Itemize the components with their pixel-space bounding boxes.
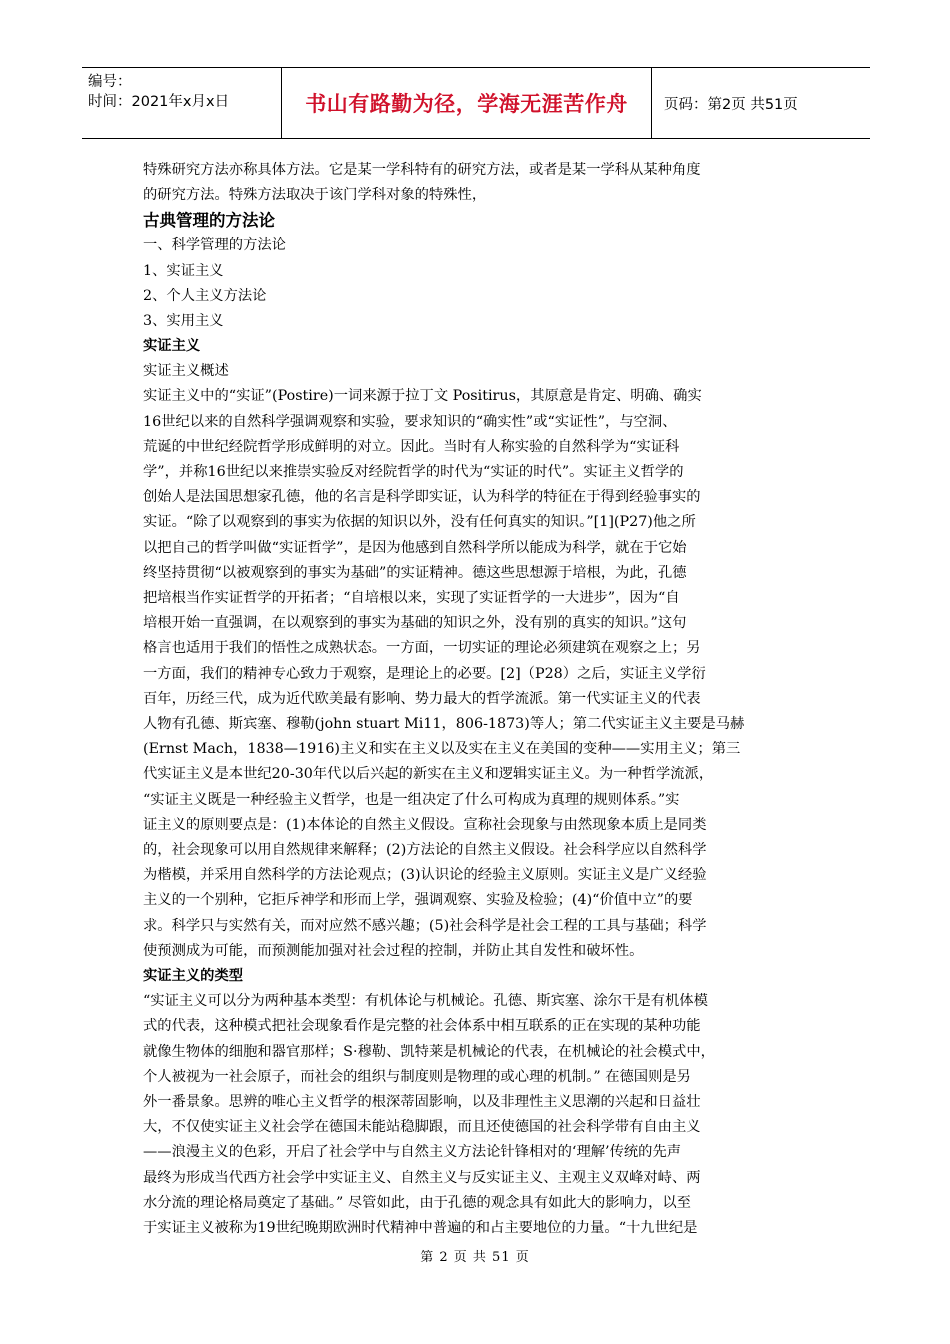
outline-item: 3、实用主义	[143, 313, 224, 330]
overview-line: 人物有孔德、斯宾塞、穆勒(john stuart Mi11，806-1873)等人；第二代实证主义主要是马赫	[143, 716, 745, 733]
overview-line: 终坚持贯彻“以被观察到的事实为基础”的实证精神。德这些思想源于培根，为此，孔德	[143, 564, 687, 581]
page-header	[82, 67, 870, 139]
outline-list	[143, 233, 811, 334]
overview-line: 代实证主义是本世纪20-30年代以后兴起的新实在主义和逻辑实证主义。为一种哲学流派，	[143, 766, 714, 783]
outline-item: 2、个人主义方法论	[143, 287, 267, 304]
document-number-label: 编号：	[88, 74, 132, 90]
types-line: 式的代表，这种模式把社会现象看作是完整的社会体系中相互联系的正在实现的某种功能	[143, 1018, 701, 1035]
types-paragraph	[143, 989, 811, 1241]
overview-line: 的，社会现象可以用自然规律来解释；(2)方法论的自然主义假设。社会科学应以自然科学	[143, 842, 707, 859]
overview-line: 为楷模，并采用自然科学的方法论观点；(3)认识论的经验主义原则。实证主义是广义经验	[143, 867, 707, 884]
section-heading-positivism: 实证主义	[143, 338, 201, 355]
overview-line: 使预测成为可能，而预测能加强对社会过程的控制，并防止其自发性和破坏性。	[143, 942, 644, 959]
types-line: 最终为形成当代西方社会学中实证主义、自然主义与反实证主义、主观主义双峰对峙、两	[143, 1169, 701, 1186]
intro-line: 特殊研究方法亦称具体方法。它是某一学科特有的研究方法，或者是某一学科从某种角度	[143, 162, 701, 178]
section-heading-classical-management: 古典管理的方法论	[143, 211, 275, 231]
outline-item: 一、科学管理的方法论	[143, 237, 286, 254]
overview-line: 把培根当作实证哲学的开拓者；“自培根以来，实现了实证哲学的一大进步”，因为“自	[143, 590, 680, 607]
overview-line: 培根开始一直强调，在以观察到的事实为基础的知识之外，没有别的真实的知识。”这句	[143, 615, 687, 632]
types-line: 就像生物体的细胞和器官那样；S·穆勒、凯特莱是机械论的代表，在机械论的社会模式中，	[143, 1043, 715, 1060]
types-line: 个人被视为一社会原子，而社会的组织与制度则是物理的或心理的机制。” 在德国则是另	[143, 1068, 691, 1085]
section-heading-positivism-types: 实证主义的类型	[143, 968, 244, 985]
types-line: 水分流的理论格局奠定了基础。” 尽管如此，由于孔德的观念具有如此大的影响力，以至	[143, 1194, 691, 1211]
overview-line: 证主义的原则要点是：(1)本体论的自然主义假设。宣称社会现象与由然现象本质上是同类	[143, 816, 707, 833]
types-line: 外一番景象。思辨的唯心主义哲学的根深蒂固影响，以及非理性主义思潮的兴起和日益壮	[143, 1093, 701, 1110]
overview-line: 荒诞的中世纪经院哲学形成鲜明的对立。因此。当时有人称实验的自然科学为“实证科	[143, 438, 680, 455]
overview-line: 格言也适用于我们的悟性之成熟状态。一方面，一切实证的理论必须建筑在观察之上；另	[143, 640, 701, 657]
overview-line: 学”，并称16世纪以来推崇实验反对经院哲学的时代为“实证的时代”。实证主义哲学的	[143, 464, 684, 481]
header-meta	[82, 68, 282, 138]
intro-line: 的研究方法。特殊方法取决于该门学科对象的特殊性，	[143, 187, 487, 204]
header-page-label: 页码：第2页 共51页	[664, 96, 798, 113]
overview-line: 实证。“除了以观察到的事实为依据的知识以外，没有任何真实的知识。”[1](P27)他之所	[143, 514, 696, 531]
overview-line: 百年，历经三代，成为近代欧美最有影响、势力最大的哲学流派。第一代实证主义的代表	[143, 690, 701, 707]
overview-line: 求。科学只与实然有关，而对应然不感兴趣；(5)社会科学是社会工程的工具与基础；科学	[143, 917, 707, 934]
overview-line: 16世纪以来的自然科学强调观察和实验，要求知识的“确实性”或“实证性”，与空洞、	[143, 413, 677, 430]
subsection-title-overview: 实证主义概述	[143, 363, 229, 380]
intro-paragraph	[143, 158, 811, 208]
document-body	[143, 158, 811, 1241]
overview-line: (Ernst Mach，1838—1916)主义和实在主义以及实在主义在美国的变种——实用主义；第三	[143, 741, 741, 758]
types-line: ——浪漫主义的色彩，开启了社会学中与自然主义方法论针锋相对的‘理解’传统的先声	[143, 1144, 682, 1161]
types-line: “实证主义可以分为两种基本类型：有机体论与机械论。孔德、斯宾塞、涂尔干是有机体模	[143, 993, 708, 1010]
types-line: 大，不仅使实证主义社会学在德国未能站稳脚跟，而且还使德国的社会科学带有自由主义	[143, 1119, 701, 1136]
header-motto: 书山有路勤为径，学海无涯苦作舟	[282, 68, 652, 138]
overview-line: 创始人是法国思想家孔德，他的名言是科学即实证，认为科学的特征在于得到经验事实的	[143, 489, 701, 506]
overview-line: 以把自己的哲学叫做“实证哲学”，是因为他感到自然科学所以能成为科学，就在于它始	[143, 539, 687, 556]
types-line: 于实证主义被称为19世纪晚期欧洲时代精神中普遍的和占主要地位的力量。“十九世纪是	[143, 1219, 698, 1236]
document-date-label: 时间：2021年x月x日	[88, 94, 230, 110]
overview-paragraph	[143, 384, 811, 964]
page-footer: 第 2 页 共 51 页	[420, 1250, 530, 1265]
outline-item: 1、实证主义	[143, 262, 224, 279]
overview-line: “实证主义既是一种经验主义哲学，也是一组决定了什么可构成为真理的规则体系。”实	[143, 791, 680, 808]
overview-line: 一方面，我们的精神专心致力于观察，是理论上的必要。[2]（P28）之后，实证主义学衍	[143, 665, 706, 682]
overview-line: 主义的一个别种，它拒斥神学和形而上学，强调观察、实验及检验；(4)“价值中立”的要	[143, 892, 693, 909]
overview-line: 实证主义中的“实证”(Postire)一词来源于拉丁文 Positirus，其原意是肯定、明确、确实	[143, 388, 702, 405]
